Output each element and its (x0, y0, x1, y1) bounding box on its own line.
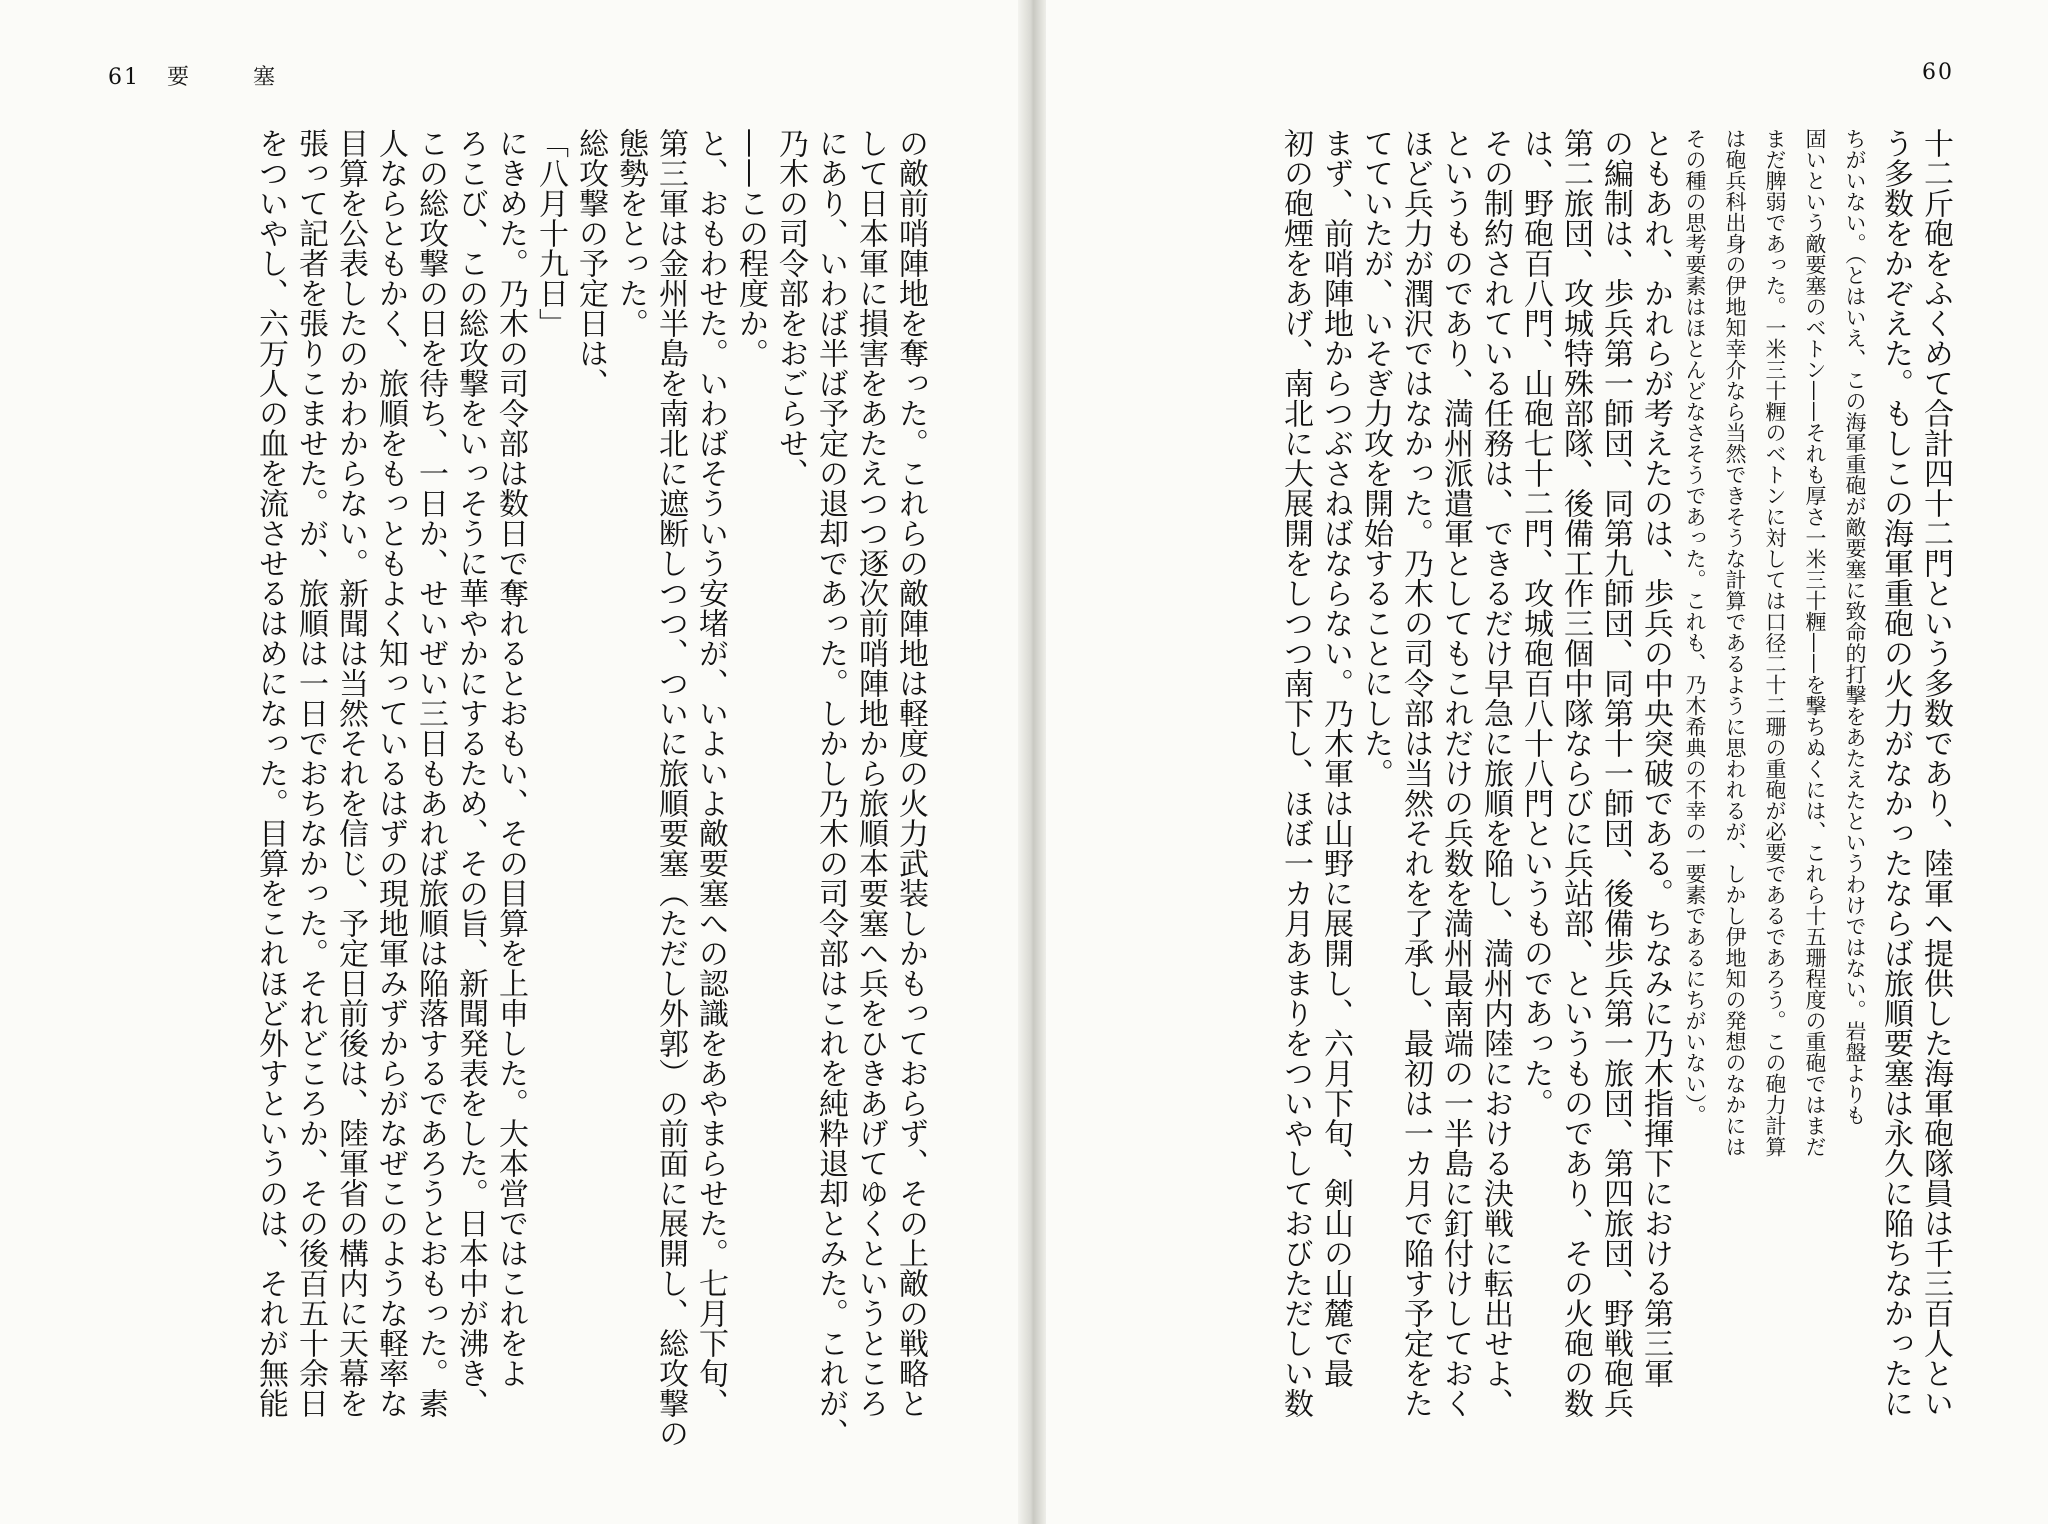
text-line: して日本軍に損害をあたえつつ逐次前哨陣地から旅順本要塞へ兵をひきあげてゆくというところ (853, 128, 888, 1418)
text-line-note: は砲兵科出身の伊地知幸介なら当然できそうな計算であるように思われるが、しかし伊地知の発想のなかには (1723, 128, 1747, 1157)
running-head: 要塞 (167, 65, 340, 90)
text-line: と、おもわせた。いわばそういう安堵が、いよいよ敵要塞への認識をあやまらせた。七月下旬、 (693, 128, 728, 1418)
left-page-text (110, 128, 930, 1503)
text-line: 態勢をとった。 (613, 128, 648, 338)
text-line: ともあれ、かれらが考えたのは、歩兵の中央突破である。ちなみに乃木指揮下における第三軍 (1638, 128, 1673, 1388)
text-line: の編制は、歩兵第一師団、同第九師団、同第十一師団、後備歩兵第一旅団、第四旅団、野戦砲兵 (1598, 128, 1633, 1418)
text-line: う多数をかぞえた。もしこの海軍重砲の火力がなかったならば旅順要塞は永久に陥ちなかったに (1878, 128, 1913, 1418)
text-line: 第二旅団、攻城特殊部隊、後備工作三個中隊ならびに兵站部、というものであり、その火砲の数 (1558, 128, 1593, 1418)
text-line: ——この程度か。 (733, 128, 768, 368)
left-page (0, 0, 1018, 1524)
text-line: その制約されている任務は、できるだけ早急に旅順を陥し、満州内陸における決戦に転出せよ、 (1478, 128, 1513, 1418)
text-line: は、野砲百八門、山砲七十二門、攻城砲百八十八門というものであった。 (1518, 128, 1553, 1118)
left-page-header (108, 60, 339, 91)
text-line: 総攻撃の予定日は、 (573, 128, 608, 398)
right-page-text (1093, 128, 1955, 1503)
text-line-note: まだ脾弱であった。一米三十糎のベトンに対しては口径二十二珊の重砲が必要であるであろう。この砲力計算 (1763, 128, 1787, 1157)
left-page-number: 61 (108, 65, 140, 90)
text-line-note: 固いという敵要塞のベトン——それも厚さ一米三十糎——を撃ちぬくには、これら十五珊程度の重砲ではまだ (1803, 128, 1827, 1157)
text-line: をついやし、六万人の血を流させるはめになった。目算をこれほど外すというのは、それが無能 (253, 128, 288, 1418)
text-line: にきめた。乃木の司令部は数日で奪れるとおもい、その目算を上申した。大本営ではこれをよ (493, 128, 528, 1388)
right-page (1046, 0, 2048, 1524)
text-line: 「八月十九日」 (533, 128, 568, 338)
text-line: 第三軍は金州半島を南北に遮断しつつ、ついに旅順要塞（ただし外郭）の前面に展開し、総攻撃の (653, 128, 688, 1448)
text-line: 乃木の司令部をおごらせ、 (773, 128, 808, 488)
text-line: の敵前哨陣地を奪った。これらの敵陣地は軽度の火力武装しかもっておらず、その上敵の戦略と (893, 128, 928, 1418)
text-line: 目算を公表したのかわからない。新聞は当然それを信じ、予定日前後は、陸軍省の構内に天幕を (333, 128, 368, 1418)
text-line: にあり、いわば半ば予定の退却であった。しかし乃木の司令部はこれを純粋退却とみた。これが、 (813, 128, 848, 1448)
text-line: ほど兵力が潤沢ではなかった。乃木の司令部は当然それを了承し、最初は一カ月で陥す予定をた (1398, 128, 1433, 1418)
text-line: というものであり、満州派遣軍としてもこれだけの兵数を満州最南端の一半島に釘付けしておく (1438, 128, 1473, 1418)
text-line: 人ならともかく、旅順をもっともよく知っているはずの現地軍みずからがなぜこのような軽率な (373, 128, 408, 1418)
text-line: 初の砲煙をあげ、南北に大展開をしつつ南下し、ほぼ一カ月あまりをついやしておびただしい数 (1278, 128, 1313, 1418)
text-line: 張って記者を張りこませた。が、旅順は一日でおちなかった。それどころか、その後百五十余日 (293, 128, 328, 1418)
text-line: まず、前哨陣地からつぶさねばならない。乃木軍は山野に展開し、六月下旬、剣山の山麓で最 (1318, 128, 1353, 1388)
right-page-header (1922, 60, 1954, 85)
text-line-note: その種の思考要素はほとんどなさそうであった。これも、乃木希典の不幸の一要素であるにちがいない）。 (1683, 128, 1707, 1126)
text-line: てていたが、いそぎ力攻を開始することにした。 (1358, 128, 1393, 788)
book-gutter (1018, 0, 1046, 1524)
text-line: ろこび、この総攻撃をいっそうに華やかにするため、その旨、新聞発表をした。日本中が沸き、 (453, 128, 488, 1418)
text-line-note: ちがいない。（とはいえ、この海軍重砲が敵要塞に致命的打撃をあたえたというわけではない。岩盤よりも (1843, 128, 1867, 1126)
text-line: この総攻撃の日を待ち、一日か、せいぜい三日もあれば旅順は陥落するであろうとおもった。素 (413, 128, 448, 1418)
right-page-number: 60 (1922, 60, 1954, 85)
text-line: 十二斤砲をふくめて合計四十二門という多数であり、陸軍へ提供した海軍砲隊員は千三百人とい (1918, 128, 1953, 1418)
